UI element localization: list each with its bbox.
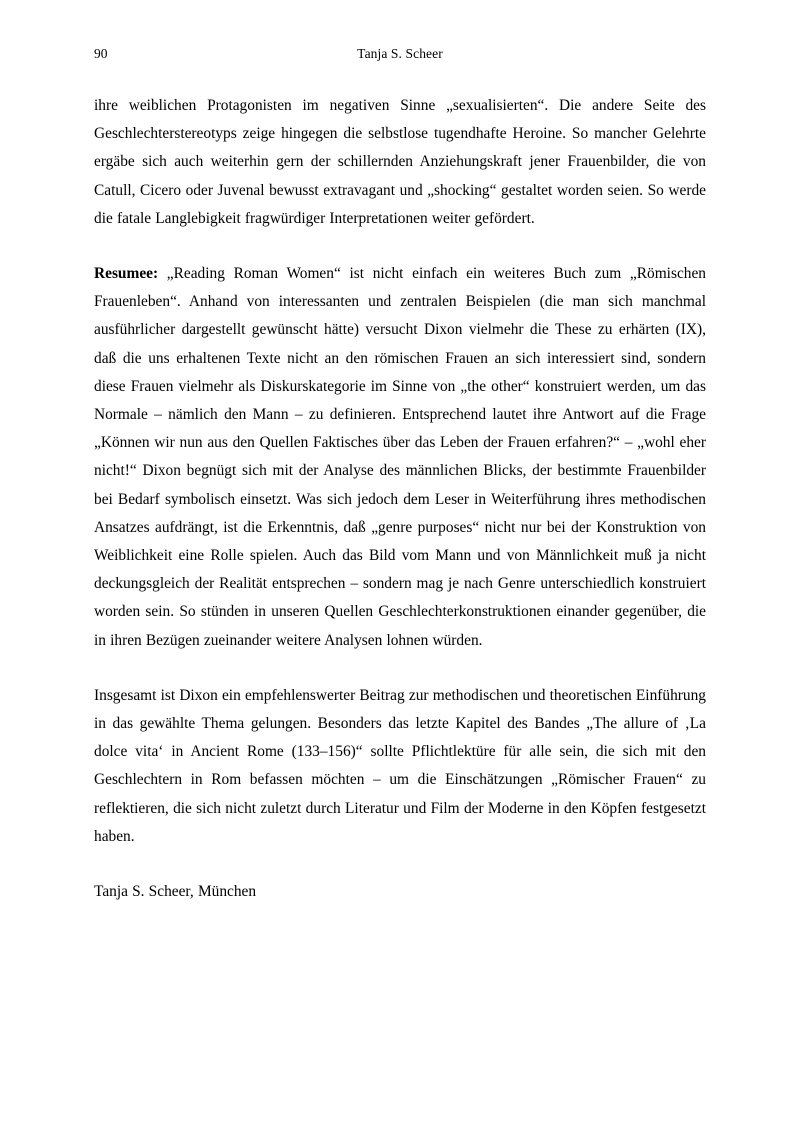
author-signature-text: Tanja S. Scheer, München xyxy=(94,883,257,901)
running-head-title: Tanja S. Scheer xyxy=(357,46,443,61)
paragraph-3-text: Insgesamt ist Dixon ein empfehlenswerter Beitrag zur methodischen und theoretischen Einführung in das gewählte Thema gelungen. Besonders das letzte Kapitel des Bandes „The allure of ‚La dolce vita‘ in Ancient Rome (133–156)“ sollte Pflichtlektüre für alle sein, die sich mit den Geschlechtern in Rom befassen möchten – um die Einschätzungen „Römischer Frauen“ zu reflektieren, die sich nicht zuletzt durch Literatur und Film der Moderne in den Köpfen festgesetzt haben. xyxy=(94,686,706,845)
author-signature xyxy=(94,878,706,906)
resumee-label: Resumee: xyxy=(94,265,159,283)
paragraph-1-text: ihre weiblichen Protagonisten im negativen Sinne „sexualisierten“. Die andere Seite des Geschlechterstereotyps zeige hingegen die selbstlose tugendhafte Heroine. So mancher Gelehrte ergäbe sich auch weiterhin gern der schillernden Anziehungskraft jener Frauenbilder, die von Catull, Cicero oder Juvenal bewusst extravagant und „shocking“ gestaltet worden seien. So werde die fatale Langlebigkeit fragwürdiger Interpretationen weiter gefördert. xyxy=(94,97,706,227)
paragraph-1 xyxy=(94,92,706,233)
paragraph-2-resumee xyxy=(94,260,706,655)
paragraph-2-text: „Reading Roman Women“ ist nicht einfach ein weiteres Buch zum „Römischen Frauenleben“. Anhand von interessanten und zentralen Beispielen (die man sich manchmal ausführlicher dargestellt gewünscht hätte) versucht Dixon vielmehr die These zu erhärten (IX), daß die uns erhaltenen Texte nicht an den römischen Frauen an sich interessiert sind, sondern diese Frauen vielmehr als Diskurskategorie im Sinne von „the other“ konstruiert werden, um das Normale – nämlich den Mann – zu definieren. Entsprechend lautet ihre Antwort auf die Frage „Können wir nun aus den Quellen Faktisches über das Leben der Frauen erfahren?“ – „wohl eher nicht!“ Dixon begnügt sich mit der Analyse des männlichen Blicks, der bestimmte Frauenbilder bei Bedarf symbolisch einsetzt. Was sich jedoch dem Leser in Weiterführung ihres methodischen Ansatzes aufdrängt, ist die Erkenntnis, daß „genre purposes“ nicht nur bei der Konstruktion von Weiblichkeit eine Rolle spielen. Auch das Bild vom Mann und von Männlichkeit muß ja nicht deckungsgleich der Realität entsprechen – sondern mag je nach Genre unterschiedlich konstruiert worden sein. So stünden in unseren Quellen Geschlechterkonstruktionen einander gegenüber, die in ihren Bezügen zueinander weitere Analysen lohnen würden. xyxy=(94,265,706,649)
page-number: 90 xyxy=(94,46,108,61)
running-head xyxy=(94,44,706,64)
body-text-column xyxy=(94,92,706,906)
paragraph-3 xyxy=(94,682,706,851)
